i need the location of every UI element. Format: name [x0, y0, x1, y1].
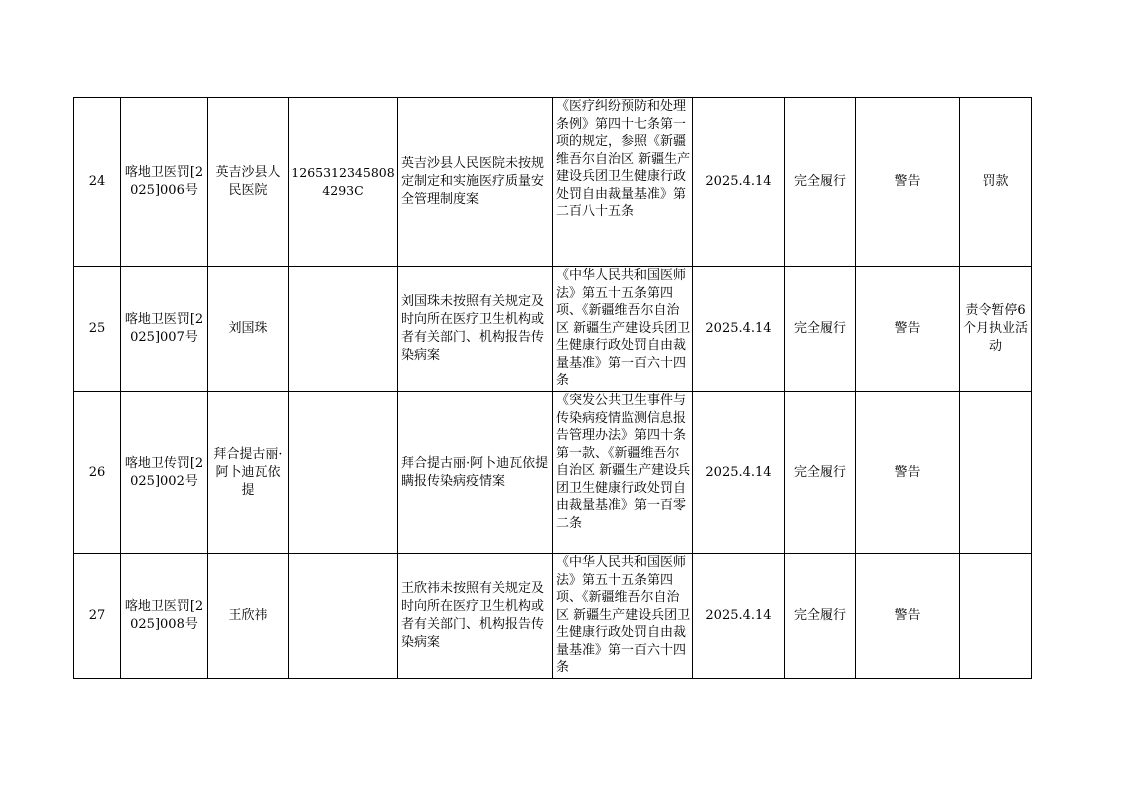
case-name: 刘国珠未按照有关规定及时向所在医疗卫生机构或者有关部门、机构报告传染病案	[398, 267, 553, 392]
execution-status: 完全履行	[785, 554, 856, 679]
credit-code	[289, 554, 398, 679]
case-name: 英吉沙县人民医院未按规定制定和实施医疗质量安全管理制度案	[398, 98, 553, 267]
party-name: 拜合提古丽·阿卜迪瓦依提	[208, 392, 289, 554]
party-name: 王欣祎	[208, 554, 289, 679]
penalty-type: 警告	[856, 554, 960, 679]
decision-date: 2025.4.14	[693, 392, 785, 554]
decision-number: 喀地卫传罚[2025]002号	[121, 392, 208, 554]
row-number: 25	[74, 267, 121, 392]
legal-basis: 《中华人民共和国医师法》第五十五条第四项、《新疆维吾尔自治区 新疆生产建设兵团卫生健康行政处罚自由裁量基准》第一百六十四条	[553, 267, 693, 392]
table-row	[74, 554, 1032, 679]
additional-penalty: 责令暂停6个月执业活动	[960, 267, 1032, 392]
decision-number: 喀地卫医罚[2025]007号	[121, 267, 208, 392]
execution-status: 完全履行	[785, 98, 856, 267]
legal-basis: 《中华人民共和国医师法》第五十五条第四项、《新疆维吾尔自治区 新疆生产建设兵团卫生健康行政处罚自由裁量基准》第一百六十四条	[553, 554, 693, 679]
credit-code: 12653123458084293C	[289, 98, 398, 267]
penalty-type: 警告	[856, 267, 960, 392]
case-name: 拜合提古丽·阿卜迪瓦依提瞒报传染病疫情案	[398, 392, 553, 554]
party-name: 英吉沙县人民医院	[208, 98, 289, 267]
credit-code	[289, 267, 398, 392]
party-name: 刘国珠	[208, 267, 289, 392]
legal-basis: 《医疗纠纷预防和处理条例》第四十七条第一项的规定，参照《新疆维吾尔自治区 新疆生产建设兵团卫生健康行政处罚自由裁量基准》第二百八十五条	[553, 98, 693, 267]
table-row	[74, 98, 1032, 267]
decision-number: 喀地卫医罚[2025]008号	[121, 554, 208, 679]
execution-status: 完全履行	[785, 392, 856, 554]
row-number: 26	[74, 392, 121, 554]
execution-status: 完全履行	[785, 267, 856, 392]
decision-date: 2025.4.14	[693, 98, 785, 267]
penalty-type: 警告	[856, 98, 960, 267]
row-number: 24	[74, 98, 121, 267]
additional-penalty	[960, 392, 1032, 554]
case-name: 王欣祎未按照有关规定及时向所在医疗卫生机构或者有关部门、机构报告传染病案	[398, 554, 553, 679]
table-row	[74, 392, 1032, 554]
row-number: 27	[74, 554, 121, 679]
additional-penalty	[960, 554, 1032, 679]
decision-date: 2025.4.14	[693, 554, 785, 679]
additional-penalty: 罚款	[960, 98, 1032, 267]
credit-code	[289, 392, 398, 554]
table-row	[74, 267, 1032, 392]
decision-number: 喀地卫医罚[2025]006号	[121, 98, 208, 267]
penalty-type: 警告	[856, 392, 960, 554]
penalty-table	[73, 97, 1032, 679]
decision-date: 2025.4.14	[693, 267, 785, 392]
legal-basis: 《突发公共卫生事件与传染病疫情监测信息报告管理办法》第四十条第一款、《新疆维吾尔自治区 新疆生产建设兵团卫生健康行政处罚自由裁量基准》第一百零二条	[553, 392, 693, 554]
